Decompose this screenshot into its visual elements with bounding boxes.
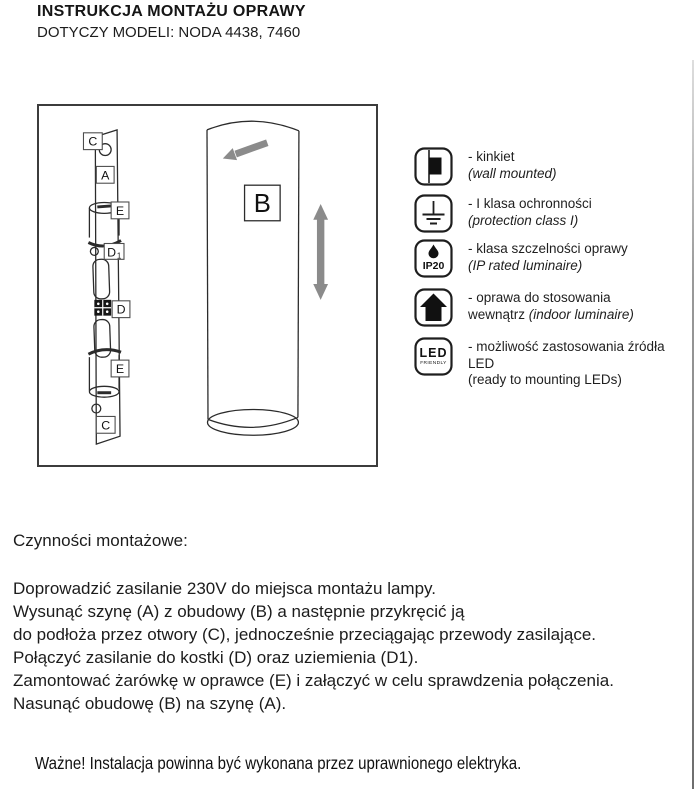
ground-icon [414,194,453,233]
feature-label: - klasa szczelności oprawy [468,241,628,256]
feature-label: - oprawa do stosowania [468,290,611,305]
step-line: Wysunąć szynę (A) z obudowy (B) a następnie przykręcić ją [13,602,465,621]
arrow-up-icon [313,204,328,220]
label-d1 [104,243,124,260]
feature-sublabel: (IP rated luminaire) [468,257,583,273]
step-line: Nasunąć obudowę (B) na szynę (A). [13,694,287,713]
page-subtitle: DOTYCZY MODELI: NODA 4438, 7460 [37,24,301,41]
step-line: do podłoża przez otwory (C), jednocześnie przeciągając przewody zasilające. [13,625,597,644]
label-c-top [83,133,102,150]
wall-mounted-icon [414,147,453,186]
terminal-block [94,300,111,316]
label-e-bottom [111,360,129,377]
label-a [96,166,114,183]
label-b [245,185,281,221]
svg-text:IP20: IP20 [422,260,445,272]
svg-text:E: E [115,361,125,376]
page-border-line [692,60,694,789]
svg-text:FRIENDLY: FRIENDLY [420,361,447,366]
housing-drawing [207,121,299,435]
instructions-heading: Czynności montażowe: [13,531,188,550]
feature-protection-class [414,194,592,233]
feature-sublabel: (protection class I) [468,212,579,228]
svg-text:1: 1 [116,251,122,261]
arrow-left-icon [223,148,237,160]
svg-text:C: C [101,418,111,433]
step-line: Zamontować żarówkę w oprawce (E) i załączyć w celu sprawdzenia połączenia. [13,671,614,690]
assembly-diagram-svg [39,106,376,465]
label-d [112,301,130,318]
feature-sublabel: (wall mounted) [468,165,557,181]
feature-label: - I klasa ochronności [468,196,592,211]
svg-text:B: B [253,189,271,218]
step-line: Połączyć zasilanie do kostki (D) oraz uziemienia (D1). [13,648,419,667]
page-title: INSTRUKCJA MONTAŻU OPRAWY [37,3,306,20]
feature-indoor [414,288,634,327]
warning-text: Ważne! Instalacja powinna być wykonana przez uprawnionego elektryka. [35,753,522,773]
feature-label: - możliwość zastosowania źródła LED [468,339,665,371]
header [37,3,306,41]
feature-wall-mounted [414,147,557,186]
svg-text:A: A [101,168,110,183]
svg-text:E: E [115,203,125,218]
feature-sublabel: wewnątrz (indoor luminaire) [468,306,634,322]
feature-sublabel: (ready to mounting LEDs) [468,372,622,387]
led-friendly-icon [414,337,453,376]
step-line: Doprowadzić zasilanie 230V do miejsca montażu lampy. [13,579,436,598]
assembly-diagram [37,104,378,467]
ip20-icon [414,239,453,278]
svg-text:D: D [116,302,126,317]
feature-label: - kinkiet [468,149,515,164]
label-e-top [111,202,129,219]
feature-ip-rating [414,239,628,278]
instructions-steps [13,577,614,715]
svg-text:C: C [88,134,98,149]
svg-text:D: D [107,245,117,260]
svg-text:LED: LED [419,346,448,360]
label-c-bottom [96,416,115,433]
house-icon [414,288,453,327]
feature-led-friendly [414,337,693,389]
arrow-down-icon [313,284,328,300]
